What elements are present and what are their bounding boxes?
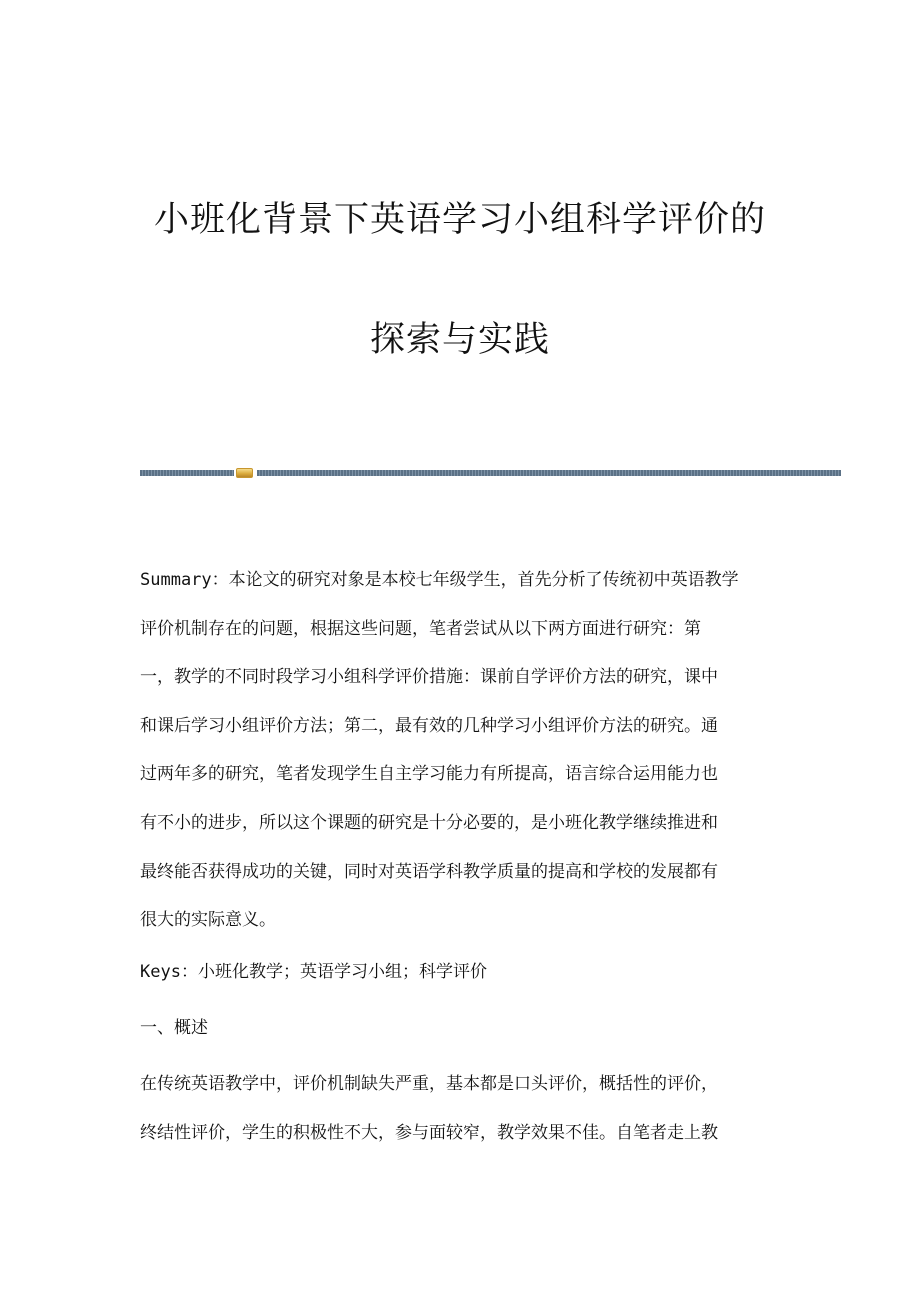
summary-line: 过两年多的研究，笔者发现学生自主学习能力有所提高，语言综合运用能力也 (140, 764, 718, 785)
keywords-text: Keys：小班化教学；英语学习小组；科学评价 (140, 962, 487, 982)
body-line: 在传统英语教学中，评价机制缺失严重，基本都是口头评价，概括性的评价， (140, 1074, 718, 1094)
body-line: 终结性评价，学生的积极性不大，参与面较窄，教学效果不佳。自笔者走上教 (140, 1122, 718, 1143)
summary-line: 最终能否获得成功的关键，同时对英语学科教学质量的提高和学校的发展都有 (140, 861, 718, 882)
document-title-line-1: 小班化背景下英语学习小组科学评价的 (153, 200, 766, 240)
divider-bar-right (257, 470, 841, 476)
summary-line: 有不小的进步，所以这个课题的研究是十分必要的，是小班化教学继续推进和 (140, 812, 718, 833)
summary-line: Summary：本论文的研究对象是本校七年级学生，首先分析了传统初中英语教学 (140, 570, 739, 590)
summary-paragraph (140, 568, 780, 957)
document-title-line-2: 探索与实践 (369, 320, 550, 360)
summary-line: 评价机制存在的问题，根据这些问题，笔者尝试从以下两方面进行研究：第 (140, 618, 701, 639)
body-paragraph (140, 1072, 780, 1169)
divider-ornament-icon (236, 468, 253, 478)
summary-line: 很大的实际意义。 (140, 910, 276, 931)
divider-bar-left (140, 470, 234, 476)
summary-line: 一，教学的不同时段学习小组科学评价措施：课前自学评价方法的研究，课中 (140, 667, 718, 688)
section-heading-text: 一、概述 (140, 1018, 208, 1038)
section-heading (140, 1016, 780, 1065)
summary-line: 和课后学习小组评价方法；第二，最有效的几种学习小组评价方法的研究。通 (140, 715, 718, 736)
keywords-line (140, 960, 780, 1009)
